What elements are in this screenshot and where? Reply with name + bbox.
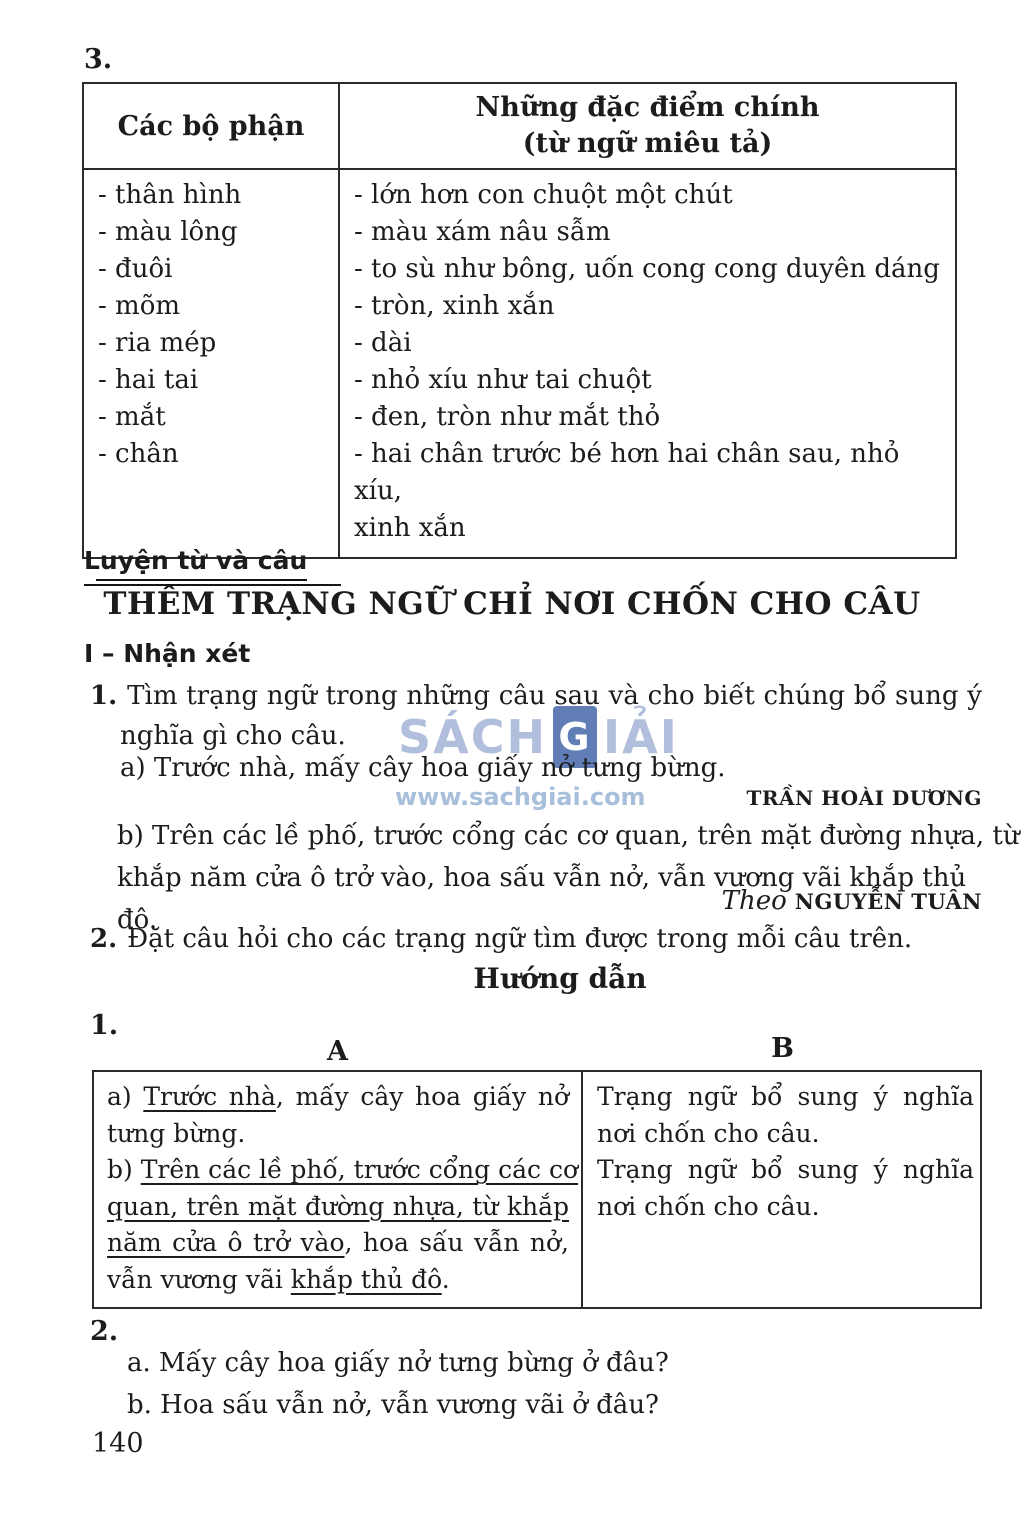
part-cell: - thân hình (98, 180, 242, 210)
column-b-header: B (771, 1033, 794, 1064)
guide-b-line: Trạng ngữ bổ sung ý nghĩa (597, 1155, 974, 1184)
author-b (500, 886, 982, 916)
part-cell: - màu lông (98, 217, 238, 247)
table-row (83, 399, 956, 436)
table-row (83, 214, 956, 251)
sentence-a: a) Trước nhà, mấy cây hoa giấy nở tưng bừng. (120, 753, 726, 783)
guide-table-row-b (94, 1152, 980, 1307)
column-a-header: A (327, 1036, 348, 1067)
exercise2-paragraph (90, 924, 912, 954)
guide-a-line: b) Trên các lề phố, trước cổng các cơ (107, 1155, 579, 1184)
guide-heading: Hướng dẫn (473, 962, 647, 995)
desc-cell: - dài (339, 325, 956, 362)
page-number: 140 (92, 1428, 144, 1459)
desc-line2: xinh xắn (354, 513, 466, 543)
table-row (83, 436, 956, 558)
desc-cell: - đen, tròn như mắt thỏ (339, 399, 956, 436)
exercise1-line1-text: Tìm trạng ngữ trong những câu sau và cho biết chúng bổ sung ý (127, 681, 982, 711)
exercise2-text: Đặt câu hỏi cho các trạng ngữ tìm được trong mỗi câu trên. (127, 924, 913, 954)
table-header-row (83, 83, 956, 169)
col-header-features-line1: Những đặc điểm chính (475, 92, 820, 123)
part1-heading: I – Nhận xét (84, 639, 251, 668)
watermark-url: www.sachgiai.com (395, 783, 646, 811)
section-label: Luyện từ và câu (84, 546, 341, 586)
desc-line1: - hai chân trước bé hơn hai chân sau, nhỏ xíu, (354, 439, 900, 506)
part-cell: - ria mép (98, 328, 217, 358)
author-a: TRẦN HOÀI DƯƠNG (746, 786, 982, 810)
answer2-question-a: a. Mấy cây hoa giấy nở tưng bừng ở đâu? (127, 1348, 669, 1378)
sentence-b-line2: khắp năm cửa ô trở vào, hoa sấu vẫn nở, vẫn vương vãi khắp thủ đô. (117, 863, 967, 935)
answer2-question-b: b. Hoa sấu vẫn nở, vẫn vương vãi ở đâu? (127, 1390, 659, 1420)
part-cell: - đuôi (98, 254, 173, 284)
guide-table (92, 1070, 982, 1309)
author-b-prefix: Theo (721, 886, 787, 916)
guide-a-line: tưng bừng. (107, 1118, 246, 1148)
part-cell: - mắt (98, 402, 166, 432)
exercise1-paragraph (90, 676, 982, 756)
table-row (83, 169, 956, 214)
part-cell: - mõm (98, 291, 181, 321)
sachgiai-logo-letter: G (558, 715, 592, 759)
exercise2-number: 2. (90, 924, 118, 954)
guide-a-line: vẫn vương vãi khắp thủ đô. (107, 1264, 450, 1294)
part-cell: - chân (98, 439, 179, 469)
watermark-brand-left: SÁCH (398, 710, 547, 764)
sentence-b-line1: b) Trên các lề phố, trước cổng các cơ quan, trên mặt đường nhựa, từ (117, 821, 1020, 851)
guide-table-row-a (94, 1072, 980, 1152)
answer1-label: 1. (90, 1010, 119, 1041)
exercise1-line2: nghĩa gì cho câu. (120, 721, 346, 751)
exercise3-label: 3. (84, 44, 113, 75)
col-header-features-line2: (từ ngữ miêu tả) (522, 128, 773, 159)
part-cell: - hai tai (98, 365, 199, 395)
desc-cell (339, 436, 956, 558)
desc-cell: - lớn hơn con chuột một chút (339, 169, 956, 214)
col-header-parts: Các bộ phận (83, 83, 339, 169)
table-row (83, 362, 956, 399)
guide-b-line: nơi chốn cho câu. (597, 1191, 820, 1221)
answer2-label: 2. (90, 1316, 119, 1347)
col-header-features (339, 83, 956, 169)
watermark-brand-right: IẢI (603, 710, 679, 764)
desc-cell: - nhỏ xíu như tai chuột (339, 362, 956, 399)
sentence-b-paragraph (117, 815, 1020, 941)
desc-cell: - màu xám nâu sẫm (339, 214, 956, 251)
author-b-name: NGUYỄN TUÂN (794, 889, 982, 914)
guide-b-line: nơi chốn cho câu. (597, 1118, 820, 1148)
desc-cell: - to sù như bông, uốn cong cong duyên dáng (339, 251, 956, 288)
guide-a-line: quan, trên mặt đường nhựa, từ khắp (107, 1191, 569, 1221)
guide-cell-b (583, 1152, 980, 1307)
guide-b-line: Trạng ngữ bổ sung ý nghĩa (597, 1082, 974, 1111)
exercise1-number: 1. (90, 681, 118, 711)
guide-a-line: năm cửa ô trở vào, hoa sấu vẫn nở, (107, 1228, 569, 1257)
parts-description-table (82, 82, 957, 559)
lesson-title: THÊM TRẠNG NGỮ CHỈ NƠI CHỐN CHO CÂU (103, 586, 921, 622)
guide-cell-b (583, 1072, 980, 1152)
guide-cell-a (94, 1072, 583, 1152)
table-row (83, 325, 956, 362)
guide-cell-a (94, 1152, 583, 1307)
table-row (83, 288, 956, 325)
table-row (83, 251, 956, 288)
exercise1-line1 (90, 676, 982, 716)
desc-cell: - tròn, xinh xắn (339, 288, 956, 325)
guide-a-line: a) Trước nhà, mấy cây hoa giấy nở (107, 1082, 569, 1111)
